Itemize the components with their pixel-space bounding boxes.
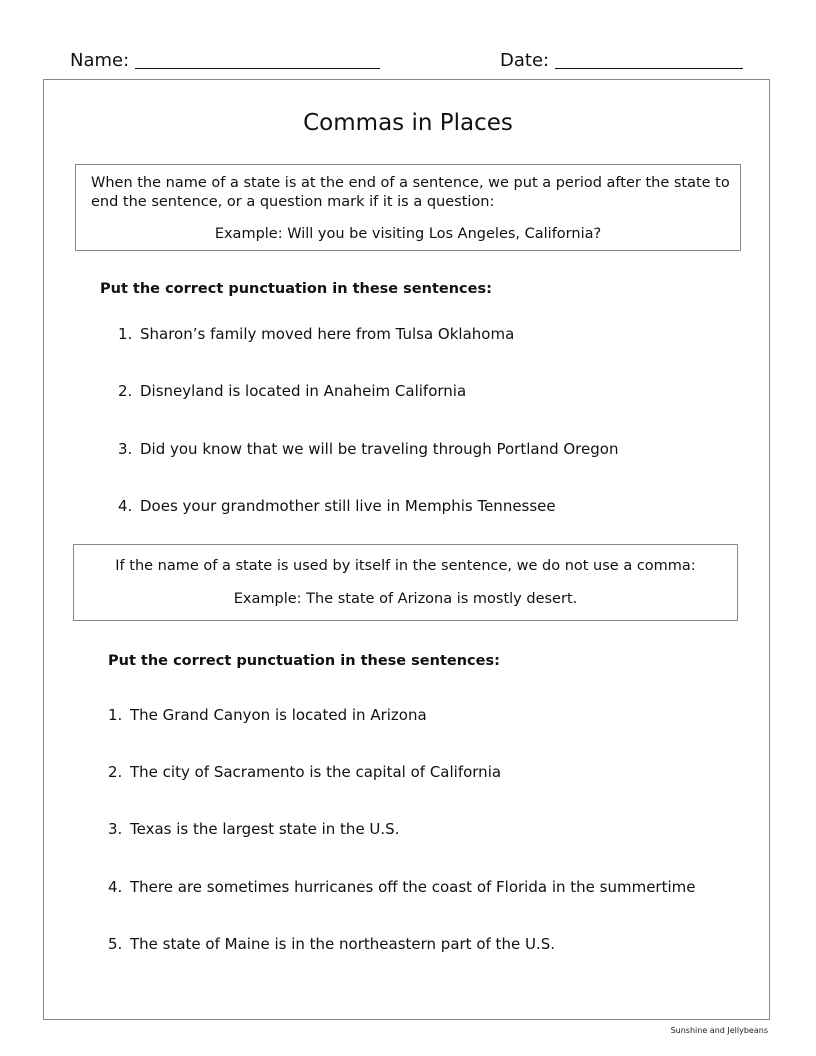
list-item: 2. Disneyland is located in Anaheim California xyxy=(118,382,467,400)
section-2-instruction: Put the correct punctuation in these sentences: xyxy=(108,653,500,669)
list-item: 1. Sharon’s family moved here from Tulsa Oklahoma xyxy=(118,325,515,343)
rule-1-text: When the name of a state is at the end of a sentence, we put a period after the state to end the sentence, or a question mark if it is a question: xyxy=(91,175,730,210)
rule-box-2 xyxy=(73,544,738,621)
date-line[interactable] xyxy=(555,68,743,69)
list-item: 2. The city of Sacramento is the capital of California xyxy=(108,763,502,781)
name-line[interactable] xyxy=(135,68,380,69)
list-item: 3. Did you know that we will be traveling through Portland Oregon xyxy=(118,440,619,458)
rule-2-example: Example: The state of Arizona is mostly desert. xyxy=(233,591,578,607)
section-1-instruction: Put the correct punctuation in these sentences: xyxy=(100,281,492,297)
list-item: 1. The Grand Canyon is located in Arizona xyxy=(108,706,427,724)
list-item: 5. The state of Maine is in the northeastern part of the U.S. xyxy=(108,935,555,953)
rule-1-example: Example: Will you be visiting Los Angeles, California? xyxy=(214,226,602,242)
list-item: 4. There are sometimes hurricanes off the coast of Florida in the summertime xyxy=(108,878,696,896)
rule-box-1 xyxy=(75,164,741,251)
rule-2-text: If the name of a state is used by itself in the sentence, we do not use a comma: xyxy=(115,558,696,574)
date-label: Date: xyxy=(500,50,550,71)
name-label: Name: xyxy=(70,50,130,71)
worksheet-title: Commas in Places xyxy=(303,110,513,136)
list-item: 3. Texas is the largest state in the U.S. xyxy=(108,820,400,838)
list-item: 4. Does your grandmother still live in Memphis Tennessee xyxy=(118,497,556,515)
credit-text: Sunshine and Jellybeans xyxy=(670,1026,768,1035)
